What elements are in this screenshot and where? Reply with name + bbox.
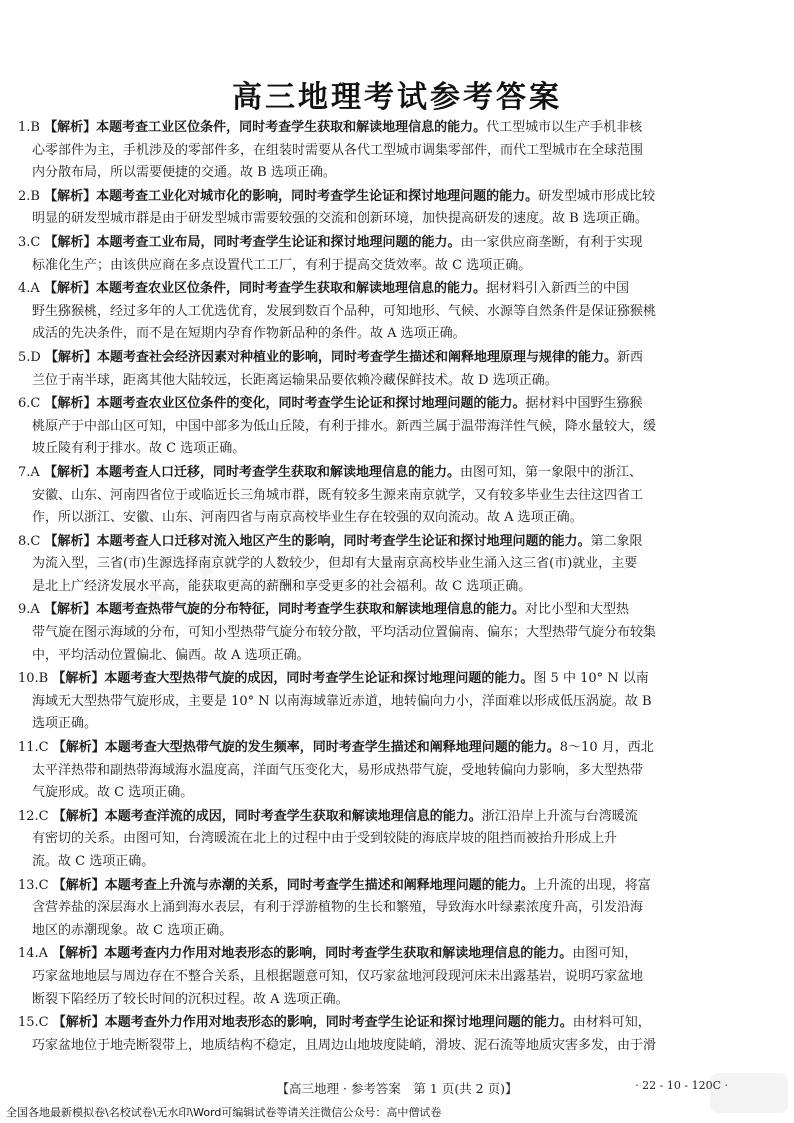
answer-topic: 本题考查大型热带气旋的成因，同时考查学生论证和探讨地理问题的能力。 <box>104 671 534 687</box>
answer-continuation-line: 安徽、山东、河南四省位于或临近长三角城市群，既有较多生源来南京就学，又有较多毕业生去往这四省工 <box>32 487 644 503</box>
analysis-tag: 【解析】 <box>52 877 105 893</box>
answer-text: 据材料引入新西兰的中国 <box>485 281 629 297</box>
analysis-tag: 【解析】 <box>52 808 105 824</box>
answer-list <box>18 117 780 1058</box>
answer-first-line <box>18 875 780 898</box>
answer-continuation-line: 含营养盐的深层海水上涌到海水表层，有利于浮游植物的生长和繁殖，导致海水叶绿素浓度升高，引发沿海 <box>32 900 644 916</box>
answer-number: 9.A <box>18 602 44 618</box>
analysis-tag: 【解析】 <box>52 671 105 687</box>
answer-first-line <box>18 668 780 691</box>
answer-continuation-line: 断裂下陷经历了较长时间的沉积过程。故 A 选项正确。 <box>32 991 349 1007</box>
answer-text: 新西 <box>617 349 644 365</box>
footer-label: 【高三地理 · 参考答案 第 1 页(共 2 页)】 <box>276 1081 518 1096</box>
answer-continuation-line: 太平洋热带和副热带海域海水温度高，洋面气压变化大，易形成热带气旋，受地转偏向力影响，多大型热带 <box>32 762 644 778</box>
answer-first-line <box>18 806 780 829</box>
answer-item <box>18 117 780 185</box>
answer-continuation-line: 选项正确。 <box>32 716 98 732</box>
analysis-tag: 【解析】 <box>52 740 105 756</box>
answer-text: 代工型城市以生产手机非核 <box>486 120 643 135</box>
answer-topic: 本题考查工业布局，同时考查学生论证和探讨地理问题的能力。 <box>96 234 461 250</box>
page-title: 高三地理考试参考答案 <box>232 80 562 116</box>
answer-continuation-line: 野生猕猴桃，经过多年的人工优选优育，发展到数百个品种，可知地形、气候、水源等自然条件是保证猕猴桃 <box>32 303 657 319</box>
answer-topic: 本题考查内力作用对地表形态的影响，同时考查学生获取和解读地理信息的能力。 <box>104 946 573 962</box>
answer-continuation-line: 桃原产于中部山区可知，中国中部多为低山丘陵，有利于排水。新西兰属于温带海洋性气候，降水量较大，缓 <box>32 418 657 434</box>
answer-text: 由一家供应商垄断，有利于实现 <box>460 234 643 250</box>
analysis-tag: 【解析】 <box>43 602 96 618</box>
answer-number: 1.B <box>18 120 45 135</box>
answer-item <box>18 347 780 392</box>
answer-continuation-line: 地区的赤潮现象。故 C 选项正确。 <box>32 922 233 938</box>
answer-topic: 本题考查洋流的成因，同时考查学生获取和解读地理信息的能力。 <box>104 808 482 824</box>
analysis-tag: 【解析】 <box>43 281 96 297</box>
answer-number: 3.C <box>18 234 45 250</box>
answer-continuation-line: 成活的先决条件，而不是在短期内孕育作物新品种的条件。故 A 选项正确。 <box>32 326 466 342</box>
analysis-tag: 【解析】 <box>44 396 97 412</box>
answer-text: 研发型城市形成比较 <box>538 188 656 204</box>
answer-text: 对比小型和大型热 <box>524 602 629 618</box>
answer-item <box>18 599 780 667</box>
answer-continuation-line: 流。故 C 选项正确。 <box>32 854 155 869</box>
answer-first-line <box>18 278 780 301</box>
analysis-tag: 【解析】 <box>52 946 105 962</box>
answer-continuation-line: 坡丘陵有利于排水。故 C 选项正确。 <box>32 441 246 457</box>
bottom-note: 全国各地最新模拟卷\名校试卷\无水印\Word可编辑试卷等请关注微信公众号：高中僧试卷 <box>6 1106 442 1119</box>
analysis-tag: 【解析】 <box>44 533 97 549</box>
answer-first-line <box>18 531 780 554</box>
analysis-tag: 【解析】 <box>52 1015 105 1031</box>
answer-topic: 本题考查人口迁移对流入地区产生的影响，同时考查学生论证和探讨地理问题的能力。 <box>96 533 591 549</box>
corner-logo <box>710 1073 788 1113</box>
answer-item <box>18 737 780 805</box>
answer-item <box>18 186 780 231</box>
answer-continuation-line: 标准化生产；由该供应商在多点设置代工工厂，有利于提高交货效率。故 C 选项正确。 <box>32 257 532 273</box>
answer-continuation-line: 心零部件为主，手机涉及的零部件多，在组装时需要从各代工型城市调集零部件，而代工型城市在全球范围 <box>32 142 644 158</box>
answer-first-line <box>18 347 780 370</box>
answer-number: 12.C <box>18 808 53 824</box>
answer-first-line <box>18 599 780 622</box>
answer-number: 10.B <box>18 671 53 687</box>
analysis-tag: 【解析】 <box>44 234 97 250</box>
answer-first-line <box>18 462 780 485</box>
analysis-tag: 【解析】 <box>44 188 97 204</box>
answer-text: 8～10 月，西北 <box>559 740 654 756</box>
answer-continuation-line: 内分散布局，所以需要便捷的交通。故 B 选项正确。 <box>32 165 336 181</box>
answer-continuation-line: 作，所以浙江、安徽、山东、河南四省与南京高校毕业生存在较强的双向流动。故 A 选项正确。 <box>32 510 583 526</box>
answer-continuation-line: 巧家盆地位于地壳断裂带上，地质结构不稳定，且周边山地坡度陡峭，滑坡、泥石流等地质灾害多发，由于滑 <box>32 1037 657 1053</box>
answer-topic: 本题考查农业区位条件，同时考查学生获取和解读地理信息的能力。 <box>95 281 486 297</box>
answer-text: 由图可知，第一象限中的浙江、 <box>459 464 642 480</box>
answer-number: 2.B <box>18 188 45 204</box>
answer-number: 11.C <box>18 740 53 756</box>
watermark: ··· <box>128 531 238 635</box>
answer-number: 5.D <box>18 349 45 365</box>
answer-item <box>18 943 780 1011</box>
answer-first-line <box>18 943 780 966</box>
answer-continuation-line: 中，平均活动位置偏北、偏西。故 A 选项正确。 <box>32 647 310 663</box>
answer-number: 15.C <box>18 1015 53 1031</box>
answer-topic: 本题考查社会经济因素对种植业的影响，同时考查学生描述和阐释地理原理与规律的能力。 <box>96 349 617 365</box>
answer-number: 13.C <box>18 877 53 893</box>
analysis-tag: 【解析】 <box>44 349 97 365</box>
answer-text: 图 5 中 10° N 以南 <box>533 671 649 687</box>
answer-first-line <box>18 232 780 255</box>
answer-number: 4.A <box>18 281 44 297</box>
answer-topic: 本题考查上升流与赤潮的关系，同时考查学生描述和阐释地理问题的能力。 <box>104 877 534 893</box>
answer-topic: 本题考查大型热带气旋的发生频率，同时考查学生描述和阐释地理问题的能力。 <box>104 740 560 756</box>
answer-number: 8.C <box>18 533 45 549</box>
answer-continuation-line: 带气旋在图示海域的分布，可知小型热带气旋分布较分散，平均活动位置偏南、偏东；大型热带气旋分布较集 <box>32 625 657 641</box>
answer-number: 14.A <box>18 946 53 962</box>
answer-item <box>18 531 780 599</box>
answer-first-line <box>18 737 780 760</box>
answer-topic: 本题考查人口迁移，同时考查学生获取和解读地理信息的能力。 <box>95 464 460 480</box>
answer-continuation-line: 是北上广经济发展水平高，能获取更高的薪酬和享受更多的社会福利。故 C 选项正确。 <box>32 578 532 594</box>
answer-item <box>18 278 780 346</box>
answer-continuation-line: 气旋形成。故 C 选项正确。 <box>32 785 194 801</box>
answer-continuation-line: 兰位于南半球，距离其他大陆较远，长距离运输果品要依赖冷藏保鲜技术。故 D 选项正确。 <box>32 372 558 388</box>
answer-first-line <box>18 117 780 140</box>
analysis-tag: 【解析】 <box>44 120 97 135</box>
answer-text: 第二象限 <box>590 533 643 549</box>
answer-item <box>18 462 780 530</box>
analysis-tag: 【解析】 <box>43 464 96 480</box>
answer-topic: 本题考查外力作用对地表形态的影响，同时考查学生论证和探讨地理问题的能力。 <box>104 1015 573 1031</box>
answer-continuation-line: 为流入型，三省(市)生源选择南京就学的人数较少，但却有大量南京高校毕业生涌入这三省(市)就业，主要 <box>32 556 638 572</box>
answer-topic: 本题考查农业区位条件的变化，同时考查学生论证和探讨地理问题的能力。 <box>96 396 526 412</box>
answer-topic: 本题考查工业化对城市化的影响，同时考查学生论证和探讨地理问题的能力。 <box>96 188 539 204</box>
answer-text: 据材料中国野生猕猴 <box>525 396 643 412</box>
answer-item <box>18 1012 780 1057</box>
answer-topic: 本题考查工业区位条件，同时考查学生获取和解读地理信息的能力。 <box>96 120 487 135</box>
answer-item <box>18 232 780 277</box>
answer-continuation-line: 明显的研发型城市群是由于研发型城市需要较强的交流和创新环境，加快提高研发的速度。故 B 选项正确。 <box>32 211 648 227</box>
answer-number: 6.C <box>18 396 45 412</box>
answer-continuation-line: 巧家盆地地层与周边存在不整合关系，且根据题意可知，仅巧家盆地河段现河床未出露基岩，说明巧家盆地 <box>32 968 644 984</box>
page-footer <box>0 1079 794 1097</box>
answer-item <box>18 875 780 943</box>
answer-text: 由材料可知， <box>572 1015 651 1031</box>
answer-text: 浙江沿岸上升流与台湾暖流 <box>481 808 638 824</box>
answer-continuation-line: 海域无大型热带气旋形成，主要是 10° N 以南海域靠近赤道，地转偏向力小，洋面难以形成低压涡旋。故 B <box>32 693 652 709</box>
answer-text: 上升流的出现，将富 <box>533 877 651 893</box>
answer-continuation-line: 有密切的关系。由图可知，台湾暖流在北上的过程中由于受到较陡的海底岸坡的阻挡而被抬升形成上升 <box>32 831 618 847</box>
answer-number: 7.A <box>18 464 44 480</box>
answer-item <box>18 393 780 461</box>
answer-first-line <box>18 1012 780 1035</box>
footer-code: · 22 - 10 - 120C · <box>635 1079 728 1092</box>
answer-first-line <box>18 393 780 416</box>
answer-item <box>18 668 780 736</box>
answer-text: 由图可知， <box>572 946 638 962</box>
answer-first-line <box>18 186 780 209</box>
answer-topic: 本题考查热带气旋的分布特征，同时考查学生获取和解读地理信息的能力。 <box>95 602 525 618</box>
answer-item <box>18 806 780 874</box>
